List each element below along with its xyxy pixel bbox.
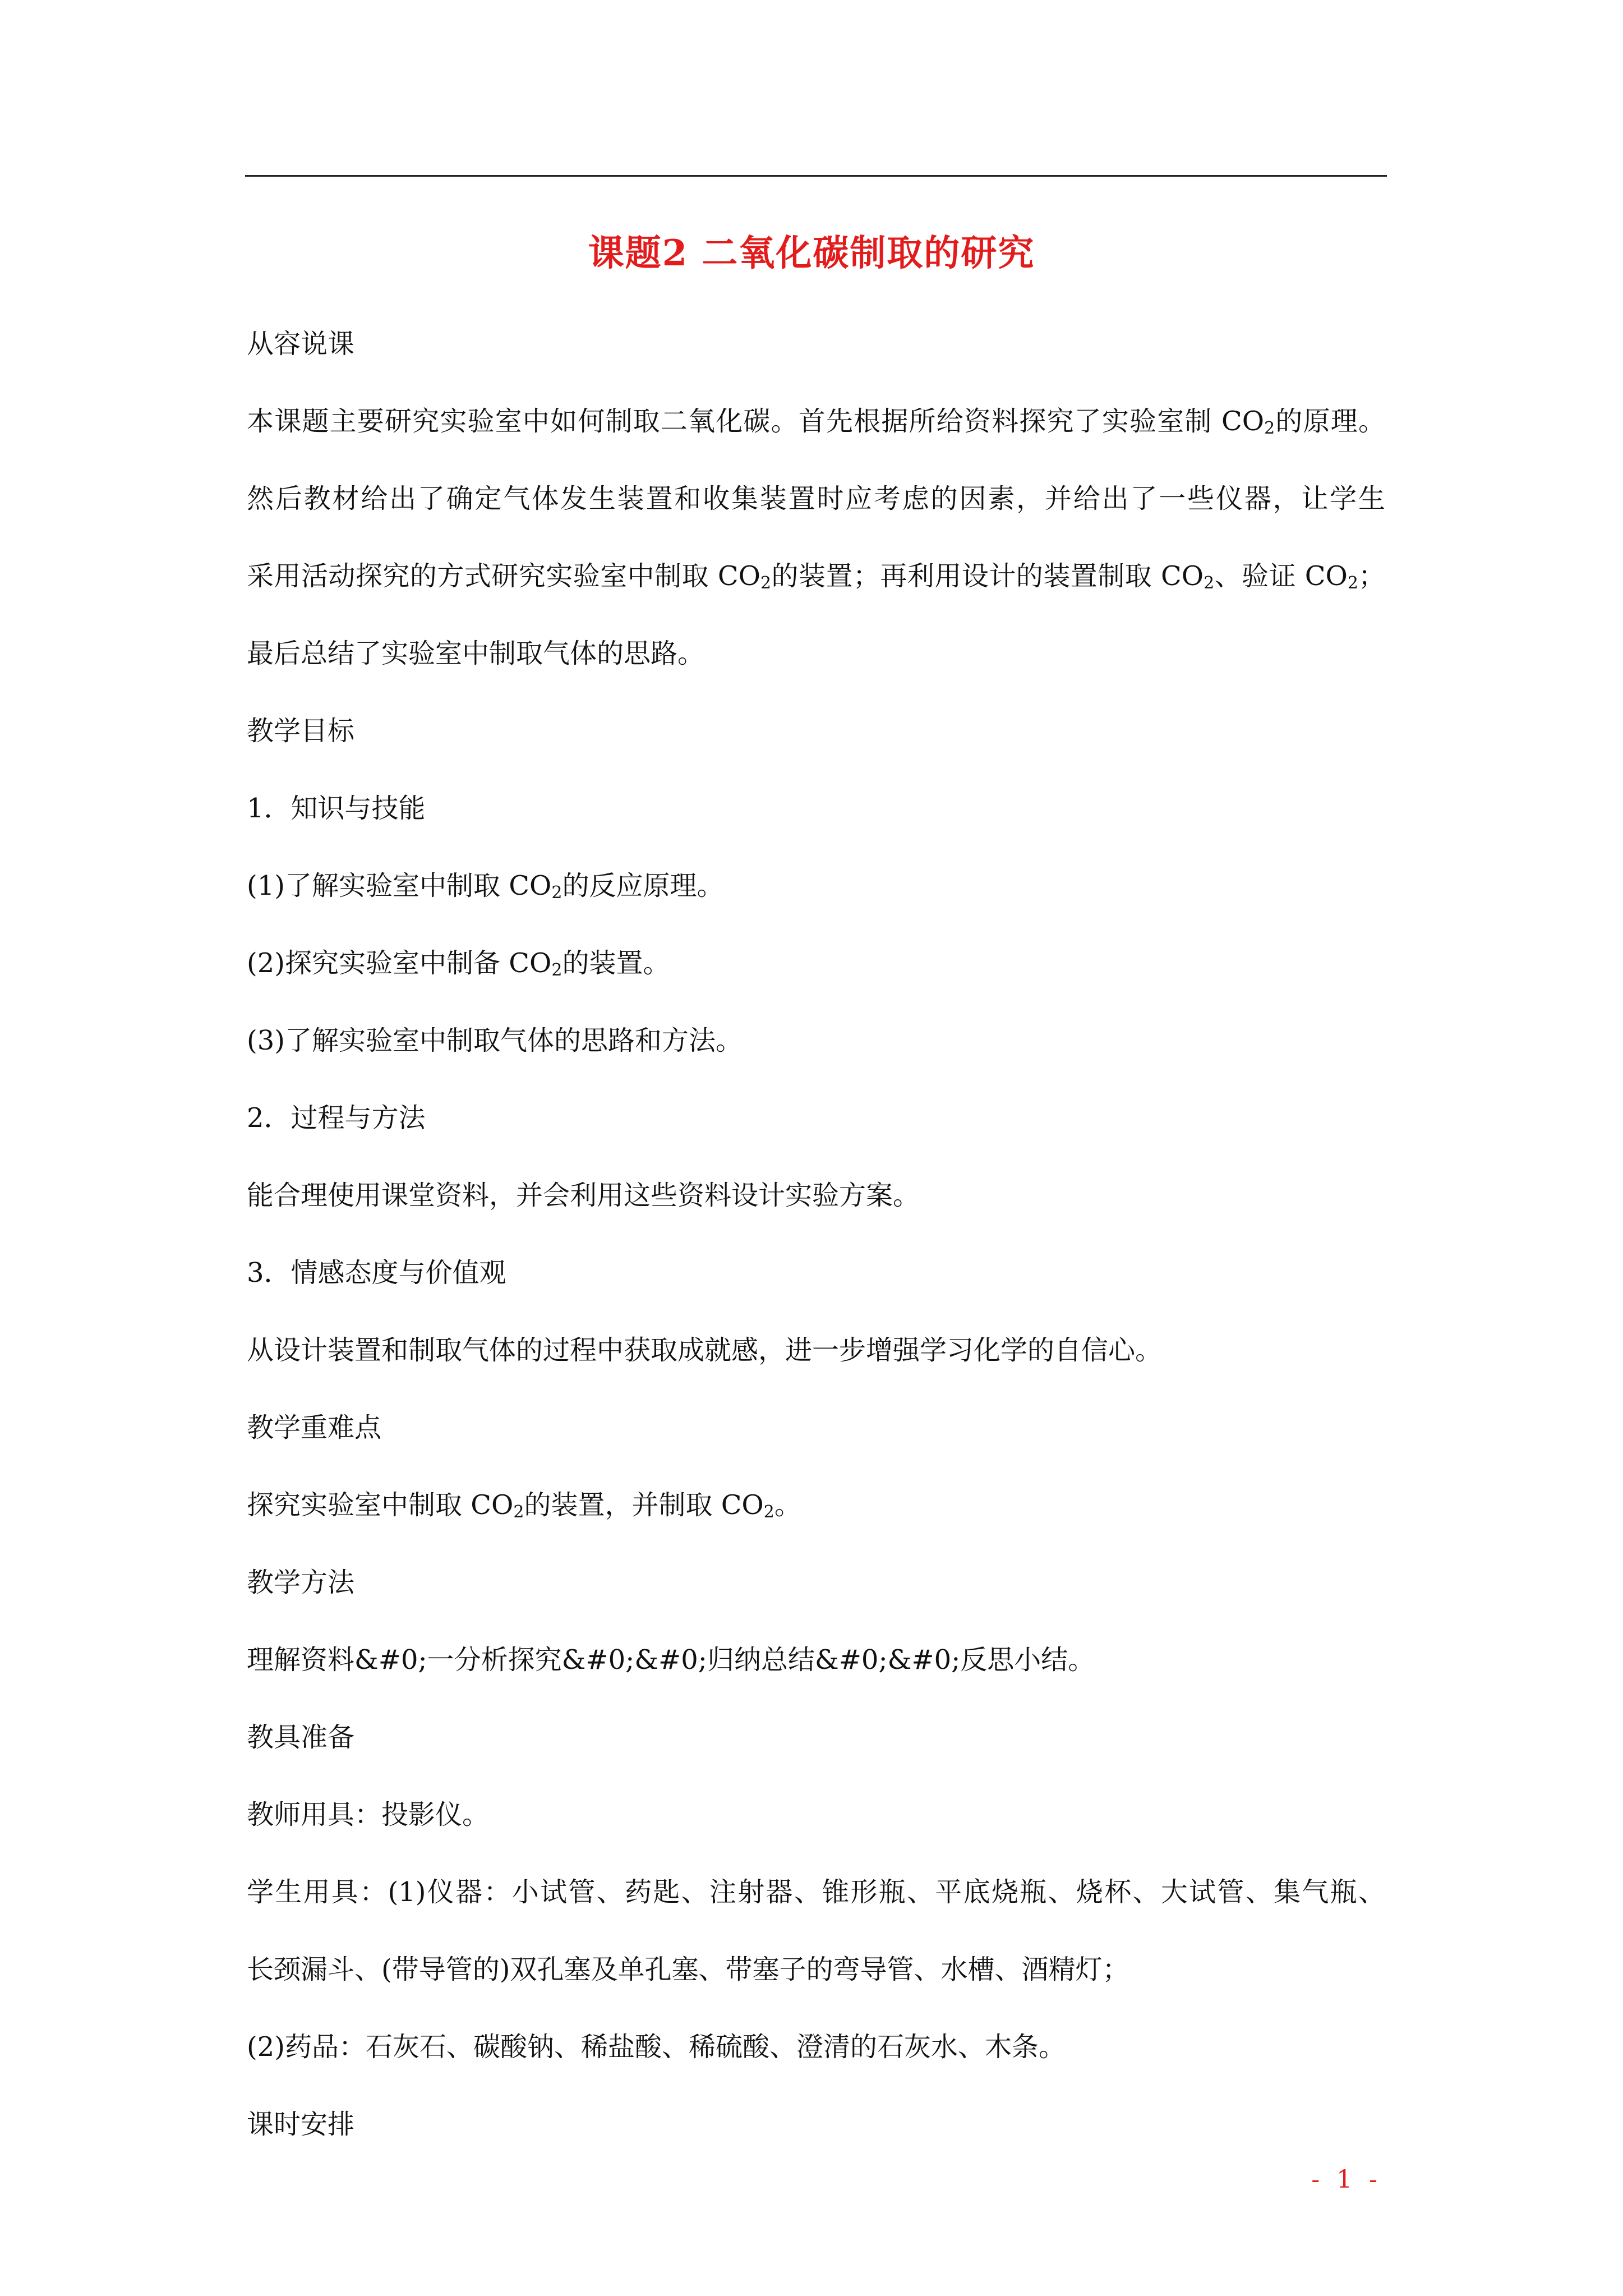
section-heading-schedule <box>247 2106 1385 2143</box>
key-points-text <box>247 1487 1385 1524</box>
section-heading-shuoke <box>247 325 1385 362</box>
section-heading-methods <box>247 1564 1385 1601</box>
text-run: 的装置，并制取 CO <box>524 1489 764 1521</box>
subscript: 2 <box>513 1502 524 1522</box>
intro-line-3 <box>247 558 1385 595</box>
goal2-text <box>247 1177 1385 1214</box>
intro-paragraph <box>247 403 1385 672</box>
header-rule <box>245 175 1387 177</box>
chemicals <box>247 2028 1385 2065</box>
heading-text: 2．过程与方法 <box>247 1102 426 1134</box>
paragraph-text: 理解资料&#0;一分析探究&#0;&#0;归纳总结&#0;&#0;反思小结。 <box>247 1644 1095 1676</box>
text-run: 采用活动探究的方式研究实验室中制取 CO <box>247 560 760 592</box>
student-tools-line-2: 长颈漏斗、(带导管的)双孔塞及单孔塞、带塞子的弯导管、水槽、酒精灯； <box>247 1954 1129 1985</box>
student-tools-line-1: 学生用具：(1)仪器：小试管、药匙、注射器、锥形瓶、平底烧瓶、烧杯、大试管、集气瓶、 <box>247 1876 1385 1908</box>
subscript: 2 <box>1204 573 1215 593</box>
text-run: 的反应原理。 <box>562 870 724 901</box>
text-run: 、验证 CO <box>1214 560 1348 592</box>
intro-line-2: 然后教材给出了确定气体发生装置和收集装置时应考虑的因素，并给出了一些仪器，让学生 <box>247 483 1385 514</box>
text-run: (2)探究实验室中制备 CO <box>247 947 552 979</box>
heading-text: 教学方法 <box>247 1567 355 1598</box>
goal3-text <box>247 1332 1385 1369</box>
text-run: 探究实验室中制取 CO <box>247 1489 514 1521</box>
paragraph-text: 能合理使用课堂资料，并会利用这些资料设计实验方案。 <box>247 1180 920 1211</box>
heading-text: 教学重难点 <box>247 1412 382 1443</box>
subscript: 2 <box>551 960 562 980</box>
text-run: ； <box>1358 560 1385 592</box>
goal1-item-2 <box>247 945 1385 982</box>
intro-line-1 <box>247 403 1385 440</box>
heading-text: 教具准备 <box>247 1722 355 1753</box>
paragraph-text: 教师用具：投影仪。 <box>247 1799 490 1830</box>
intro-line-4: 最后总结了实验室中制取气体的思路。 <box>247 638 705 669</box>
methods-text <box>247 1641 1385 1678</box>
text-run: 的装置。 <box>562 947 670 979</box>
subscript: 2 <box>763 1502 774 1522</box>
heading-text: 3．情感态度与价值观 <box>247 1257 506 1289</box>
heading-text: 课时安排 <box>247 2109 355 2140</box>
section-heading-key-points <box>247 1409 1385 1446</box>
subscript: 2 <box>760 573 772 593</box>
heading-text: 1．知识与技能 <box>247 793 426 824</box>
page-number: - 1 - <box>1311 2165 1382 2194</box>
goal1-heading <box>247 790 1385 827</box>
text-run: 。 <box>774 1489 801 1521</box>
heading-text: 从容说课 <box>247 328 355 360</box>
goal1-item-3 <box>247 1022 1385 1059</box>
section-heading-goals <box>247 712 1385 749</box>
subscript: 2 <box>1264 418 1275 438</box>
text-run: 的原理。 <box>1275 406 1385 437</box>
text-run: 本课题主要研究实验室中如何制取二氧化碳。首先根据所给资料探究了实验室制 CO <box>247 406 1265 437</box>
section-heading-equipment <box>247 1719 1385 1756</box>
heading-text: 教学目标 <box>247 715 355 747</box>
document-body <box>247 325 1385 2183</box>
subscript: 2 <box>1347 573 1358 593</box>
goal2-heading <box>247 1099 1385 1137</box>
goal3-heading <box>247 1254 1385 1291</box>
student-tools <box>247 1874 1385 1988</box>
paragraph-text: (2)药品：石灰石、碳酸钠、稀盐酸、稀硫酸、澄清的石灰水、木条。 <box>247 2031 1066 2063</box>
subscript: 2 <box>551 883 562 903</box>
teacher-tools <box>247 1796 1385 1833</box>
text-run: (1)了解实验室中制取 CO <box>247 870 552 901</box>
paragraph-text: 从设计装置和制取气体的过程中获取成就感，进一步增强学习化学的自信心。 <box>247 1335 1163 1366</box>
text-run: 的装置；再利用设计的装置制取 CO <box>771 560 1204 592</box>
goal1-item-1 <box>247 867 1385 904</box>
item-text: (3)了解实验室中制取气体的思路和方法。 <box>247 1025 743 1056</box>
page-title: 课题2 二氧化碳制取的研究 <box>588 232 1035 274</box>
